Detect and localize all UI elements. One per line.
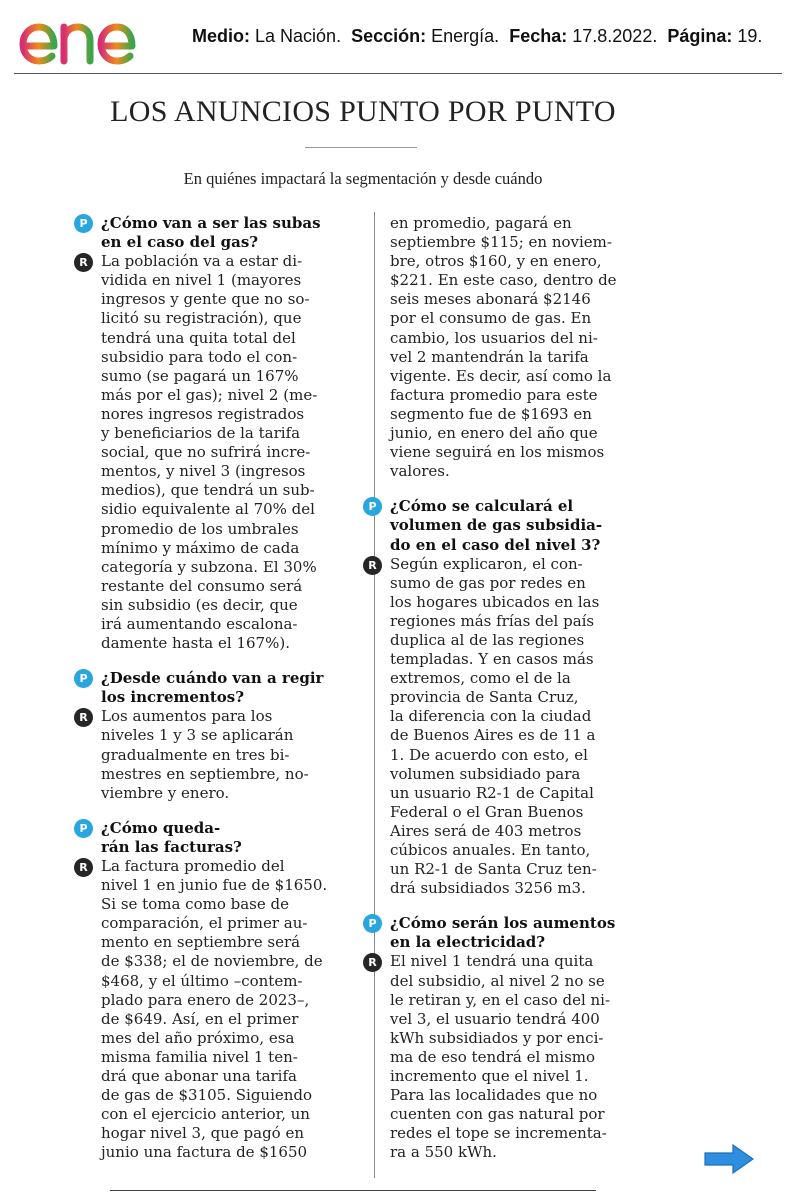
question-badge-icon: P: [363, 914, 382, 933]
answer-line: en promedio, pagará en: [390, 214, 572, 232]
answer-line: mínimo y máximo de cada: [101, 538, 300, 557]
answer-line: mestres en septiembre, no-: [101, 764, 309, 783]
answer-line: de Buenos Aires es de 11 a: [390, 726, 596, 745]
answer-line: vidida en nivel 1 (mayores: [101, 271, 302, 290]
answer-line: cambio, los usuarios del ni-: [390, 328, 598, 347]
answer-line: Federal o el Gran Buenos: [390, 802, 584, 821]
answer-line: categoría y subzona. El 30%: [101, 557, 317, 576]
question-line: do en el caso del nivel 3?: [390, 535, 601, 554]
answer-line: de $649. Así, en el primer: [101, 1009, 299, 1028]
answer-line: drá subsidiados 3256 m3.: [390, 879, 586, 898]
answer-badge-icon: R: [74, 253, 93, 272]
qa-block: [79, 214, 339, 653]
answer-line: de gas de $3105. Siguiendo: [101, 1086, 313, 1105]
answer-line: volumen subsidiado para: [390, 764, 581, 783]
answer-line: los hogares ubicados en las: [390, 592, 600, 611]
answer-line: niveles 1 y 3 se aplicarán: [101, 726, 294, 745]
answer-line: Si se toma como base de: [101, 895, 289, 914]
question: [79, 669, 339, 707]
answer-line: sin subsidio (es decir, que: [101, 595, 298, 614]
title-divider: [305, 147, 417, 148]
answer-line: junio una factura de $1650: [101, 1143, 308, 1162]
answer-line: mentos, y nivel 3 (ingresos: [101, 462, 306, 481]
medio-label: Medio:: [192, 26, 250, 46]
answer-line: Para las localidades que no: [390, 1086, 598, 1105]
question: [368, 497, 628, 554]
answer-line: damente hasta el 167%).: [101, 634, 290, 653]
answer-line: mento en septiembre será: [101, 933, 301, 952]
answer-line: con el ejercicio anterior, un: [101, 1105, 310, 1124]
question-badge-icon: P: [74, 819, 93, 838]
answer-badge-icon: R: [363, 953, 382, 972]
answer-line: kWh subsidiados y por enci-: [390, 1028, 604, 1047]
continued-answer: [390, 214, 628, 481]
answer-line: plado para enero de 2023–,: [101, 990, 310, 1009]
question-line: ¿Cómo van a ser las subas: [101, 214, 321, 232]
answer-line: septiembre $115; en noviem-: [390, 233, 612, 252]
left-column: [79, 214, 339, 1179]
answer-line: subsidio para todo el con-: [101, 347, 298, 366]
answer-line: de $338; el de noviembre, de: [101, 952, 323, 971]
qa-block: [79, 818, 339, 1163]
answer-line: duplica al de las regiones: [390, 630, 585, 649]
answer-line: licitó su registración), que: [101, 309, 302, 328]
arrow-right-icon[interactable]: [705, 1145, 753, 1173]
answer-badge-icon: R: [363, 556, 382, 575]
question-line: volumen de gas subsidia-: [390, 516, 603, 535]
answer: [368, 554, 628, 899]
answer-line: le retiran y, en el caso del ni-: [390, 990, 611, 1009]
answer-line: restante del consumo será: [101, 576, 303, 595]
question-badge-icon: P: [363, 497, 382, 516]
answer-line: tendrá una quita total del: [101, 328, 296, 347]
qa-block: [368, 497, 628, 898]
answer: [79, 857, 339, 1163]
answer-line: redes el tope se incrementa-: [390, 1124, 607, 1143]
next-page-arrow[interactable]: [703, 1143, 755, 1175]
source-info: [192, 26, 762, 47]
answer-line: drá que abonar una tarifa: [101, 1067, 297, 1086]
answer-line: Según explicaron, el con-: [390, 554, 583, 573]
answer-line: irá aumentando escalona-: [101, 614, 298, 633]
question: [79, 214, 339, 252]
answer-line: La factura promedio del: [101, 857, 285, 875]
answer-line: medios), que tendrá un sub-: [101, 481, 315, 500]
seccion-label: Sección:: [351, 26, 427, 46]
answer: [79, 707, 339, 802]
question-badge-icon: P: [74, 214, 93, 233]
answer-line: seis meses abonará $2146: [390, 290, 591, 309]
answer-line: extremos, como el de la: [390, 669, 571, 688]
question: [79, 818, 339, 857]
pagina-label: Página:: [667, 26, 733, 46]
answer-line: sumo (se pagará un 167%: [101, 366, 299, 385]
answer-badge-icon: R: [74, 858, 93, 877]
answer-line: un R2-1 de Santa Cruz ten-: [390, 860, 597, 879]
answer-line: Los aumentos para los: [101, 707, 273, 726]
column-divider: [374, 212, 375, 1178]
answer-line: regiones más frías del país: [390, 611, 595, 630]
fecha-value: 17.8.2022.: [572, 26, 658, 46]
right-column: [368, 214, 628, 1179]
answer-line: valores.: [390, 462, 450, 481]
answer-line: Aires será de 403 metros: [390, 821, 582, 840]
answer-line: sidio equivalente al 70% del: [101, 500, 315, 519]
answer-line: y beneficiarios de la tarifa: [101, 424, 301, 443]
seccion-value: Energía.: [431, 26, 500, 46]
question: [368, 914, 628, 952]
answer-line: junio, en enero del año que: [390, 424, 598, 443]
answer: [368, 952, 628, 1162]
medio-value: La Nación.: [255, 26, 342, 46]
answer-line: ma de eso tendrá el mismo: [390, 1047, 596, 1066]
answer-line: viene seguirá en los mismos: [390, 443, 605, 462]
answer-line: nores ingresos registrados: [101, 404, 305, 423]
answer-line: del subsidio, al nivel 2 no se: [390, 971, 605, 990]
answer: [79, 252, 339, 653]
answer-line: la diferencia con la ciudad: [390, 707, 592, 726]
article-subtitle: En quiénes impactará la segmentación y desde cuándo: [183, 169, 543, 188]
answer-line: 1. De acuerdo con esto, el: [390, 745, 588, 764]
answer-line: vigente. Es decir, así como la: [390, 366, 612, 385]
footer-divider: [110, 1190, 596, 1191]
answer-line: un usuario R2-1 de Capital: [390, 783, 594, 802]
answer-line: $221. En este caso, dentro de: [390, 271, 617, 290]
question-line: en el caso del gas?: [101, 233, 259, 252]
answer-line: factura promedio para este: [390, 385, 598, 404]
answer-line: cúbicos anuales. En tanto,: [390, 841, 591, 859]
fecha-label: Fecha:: [509, 26, 568, 46]
qa-block: [79, 669, 339, 803]
answer-badge-icon: R: [74, 708, 93, 727]
answer-line: hogar nivel 3, que pagó en: [101, 1124, 305, 1143]
answer-line: bre, otros $160, y en enero,: [390, 252, 602, 271]
answer-line: mes del año próximo, esa: [101, 1028, 295, 1047]
qa-block: [368, 914, 628, 1162]
answer-line: vel 3, el usuario tendrá 400: [390, 1009, 600, 1028]
answer-line: ra a 550 kWh.: [390, 1143, 497, 1162]
question-line: los incrementos?: [101, 688, 245, 707]
question-line: rán las facturas?: [101, 837, 242, 856]
pagina-value: 19.: [737, 26, 763, 46]
answer-line: misma familia nivel 1 ten-: [101, 1047, 298, 1066]
answer-line: promedio de los umbrales: [101, 519, 299, 538]
article-title: LOS ANUNCIOS PUNTO POR PUNTO: [110, 95, 616, 128]
answer-line: viembre y enero.: [101, 783, 230, 802]
answer-line: nivel 1 en junio fue de $1650.: [101, 876, 328, 895]
question-line: ¿Cómo queda-: [101, 818, 221, 837]
answer-line: templadas. Y en casos más: [390, 650, 594, 669]
answer-line: gradualmente en tres bi-: [101, 745, 290, 764]
answer-line: La población va a estar di-: [101, 252, 303, 271]
answer-line: cuenten con gas natural por: [390, 1105, 605, 1124]
answer-line: ingresos y gente que no so-: [101, 290, 310, 309]
question-badge-icon: P: [74, 669, 93, 688]
answer-line: $468, y el último –contem-: [101, 971, 303, 990]
question-line: ¿Cómo serán los aumentos: [390, 914, 616, 933]
answer-line: vel 2 mantendrán la tarifa: [390, 347, 589, 366]
answer-line: sumo de gas por redes en: [390, 573, 586, 592]
enel-logo: [18, 8, 170, 68]
question-line: en la electricidad?: [390, 933, 546, 952]
question-line: ¿Cómo se calculará el: [390, 497, 574, 516]
answer-line: provincia de Santa Cruz,: [390, 688, 579, 707]
answer-line: por el consumo de gas. En: [390, 309, 592, 328]
answer-line: social, que no sufrirá incre-: [101, 443, 311, 462]
answer-line: segmento fue de $1693 en: [390, 404, 592, 423]
question-line: ¿Desde cuándo van a regir: [101, 669, 324, 688]
answer-line: incremento que el nivel 1.: [390, 1067, 589, 1086]
header-divider: [14, 73, 782, 74]
answer-line: más por el gas); nivel 2 (me-: [101, 385, 318, 404]
answer-line: comparación, el primer au-: [101, 914, 308, 933]
answer-line: El nivel 1 tendrá una quita: [390, 952, 594, 971]
